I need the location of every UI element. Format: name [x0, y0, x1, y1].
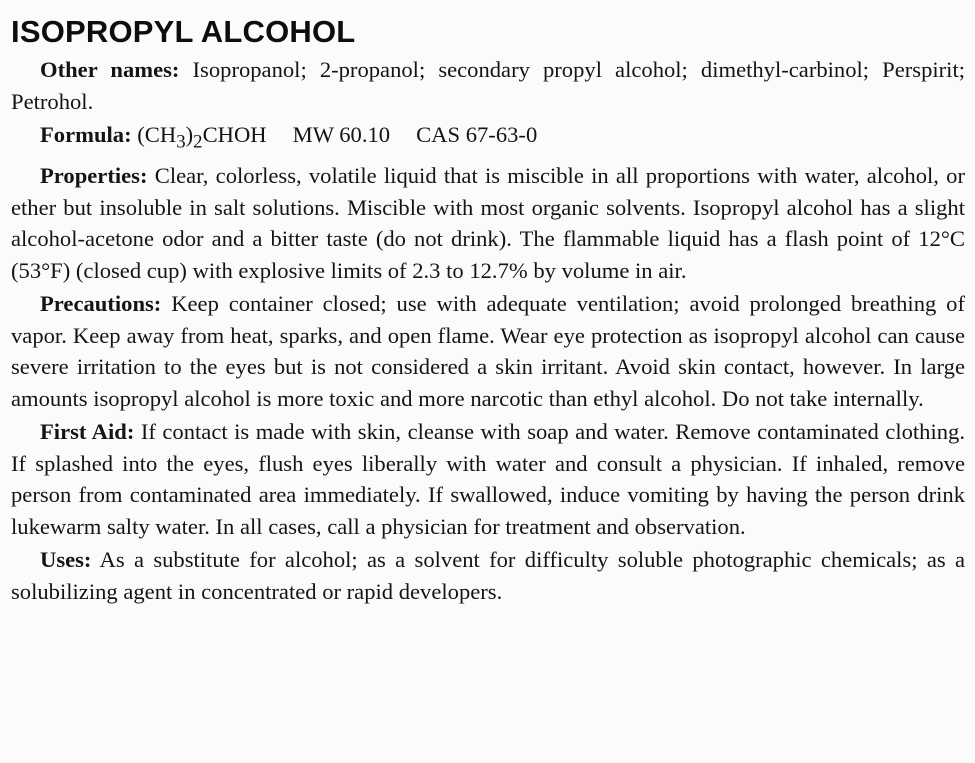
precautions-entry [11, 288, 965, 414]
formula-label: Formula: [40, 122, 132, 147]
uses-entry [11, 544, 965, 607]
formula-paren-close: ) [185, 122, 194, 147]
formula-rest: CHOH [202, 122, 267, 147]
molecular-weight: MW 60.10 [292, 122, 391, 147]
formula-paren-group: (CH [137, 122, 177, 147]
formula-entry [11, 119, 965, 158]
properties-text: Clear, colorless, volatile liquid that is miscible in all proportions with water, alcohol, or ether but insoluble in salt solutions. Miscible with most organic solvents. Isopropyl alcohol has a slight alcohol-acetone odor and a bitter taste (do not drink). The flammable liquid has a flash point of 12°C (53°F) (closed cup) with explosive limits of 2.3 to 12.7% by volume in air. [11, 163, 965, 283]
cas-number: CAS 67-63-0 [416, 122, 538, 147]
other-names-entry [11, 54, 965, 117]
formula-subscript-3: 3 [176, 131, 186, 153]
uses-label: Uses: [40, 547, 92, 573]
properties-label: Properties: [40, 163, 148, 189]
other-names-label: Other names: [40, 57, 180, 82]
formula-subscript-2: 2 [193, 131, 203, 153]
first-aid-entry [11, 416, 965, 542]
uses-text: As a substitute for alcohol; as a solvent for difficulty soluble photographic chemicals; as a solubilizing agent in concentrated or rapid developers. [11, 547, 965, 604]
first-aid-text: If contact is made with skin, cleanse with soap and water. Remove contaminated clothing. If splashed into the eyes, flush eyes liberally with water and consult a physician. If inhaled, remove person from contaminated area immediately. If swallowed, induce vomiting by having the person drink lukewarm salty water. In all cases, call a physician for treatment and observation. [11, 419, 965, 539]
precautions-text: Keep container closed; use with adequate ventilation; avoid prolonged breathing of vapor. Keep away from heat, sparks, and open flame. Wear eye protection as isopropyl alcohol can cause severe irritation to the eyes but is not considered a skin irritant. Avoid skin contact, however. In large amounts isopropyl alcohol is more toxic and more narcotic than ethyl alcohol. Do not take internally. [11, 291, 965, 411]
precautions-label: Precautions: [40, 291, 162, 317]
first-aid-label: First Aid: [40, 419, 135, 445]
page-title: ISOPROPYL ALCOHOL [11, 14, 356, 49]
other-names-text: Isopropanol; 2-propanol; secondary propyl alcohol; dimethyl-carbinol; Perspirit; Petrohol. [11, 57, 965, 114]
properties-entry [11, 160, 965, 286]
